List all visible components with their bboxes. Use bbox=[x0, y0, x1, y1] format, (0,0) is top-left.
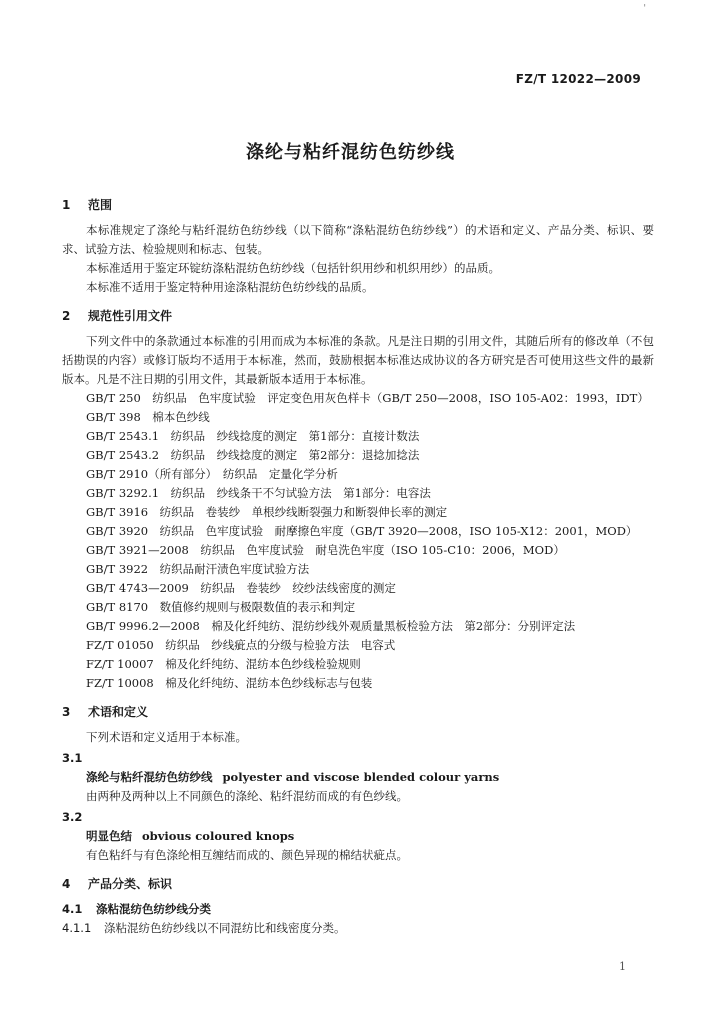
clause-4-1-1 bbox=[62, 919, 654, 938]
corner-mark: ' bbox=[643, 4, 646, 14]
section-title: 术语和定义 bbox=[88, 705, 149, 719]
section-number: 3 bbox=[62, 705, 71, 719]
section-title: 产品分类、标识 bbox=[88, 877, 173, 891]
section-3-heading bbox=[62, 703, 654, 722]
reference-item: GB/T 9996.2—2008 棉及化纤纯纺、混纺纱线外观质量黑板检验方法 第2部分：分别评定法 bbox=[86, 619, 576, 633]
reference-item: GB/T 398 棉本色纱线 bbox=[86, 410, 210, 424]
reference-item: GB/T 3292.1 纺织品 纱线条干不匀试验方法 第1部分：电容法 bbox=[86, 486, 431, 500]
reference-item: GB/T 3916 纺织品 卷装纱 单根纱线断裂强力和断裂伸长率的测定 bbox=[86, 505, 448, 519]
section-number: 4 bbox=[62, 877, 71, 891]
section-title: 范围 bbox=[88, 198, 113, 212]
section-2-intro: 下列文件中的条款通过本标准的引用而成为本标准的条款。凡是注日期的引用文件，其随后所有的修改单（不包括勘误的内容）或修订版均不适用于本标准，然而，鼓励根据本标准达成协议的各方研究是否可使用这些文件的最新版本。凡是不注日期的引用文件，其最新版本适用于本标准。 bbox=[62, 334, 654, 386]
page-number: 1 bbox=[619, 960, 626, 973]
reference-item: GB/T 3921—2008 纺织品 色牢度试验 耐皂洗色牢度（ISO 105-C10：2006，MOD） bbox=[86, 543, 565, 557]
reference-item: FZ/T 10008 棉及化纤纯纺、混纺本色纱线标志与包装 bbox=[86, 676, 373, 690]
subsection-number: 4.1 bbox=[62, 902, 83, 916]
subsection-4-1-heading bbox=[62, 900, 654, 919]
section-1-paragraph-3: 本标准不适用于鉴定特种用途涤粘混纺色纺纱线的品质。 bbox=[86, 280, 374, 294]
document-title: 涤纶与粘纤混纺色纺纱线 bbox=[246, 142, 455, 163]
term-name bbox=[62, 768, 654, 787]
reference-item: GB/T 2543.2 纺织品 纱线捻度的测定 第2部分：退捻加捻法 bbox=[86, 448, 420, 462]
clause-number: 4.1.1 bbox=[62, 921, 92, 935]
section-title: 规范性引用文件 bbox=[88, 309, 173, 323]
section-1-paragraph-1: 本标准规定了涤纶与粘纤混纺色纺纱线（以下简称“涤粘混纺色纺纱线”）的术语和定义、产品分类、标识、要求、试验方法、检验规则和标志、包装。 bbox=[62, 223, 654, 256]
term-number: 3.1 bbox=[62, 751, 83, 765]
section-2-heading bbox=[62, 307, 654, 326]
term-name-chinese: 明显色结 bbox=[86, 829, 132, 843]
section-3-intro: 下列术语和定义适用于本标准。 bbox=[86, 730, 247, 744]
clause-text: 涤粘混纺色纺纱线以不同混纺比和线密度分类。 bbox=[104, 921, 346, 935]
reference-item: GB/T 3922 纺织品耐汗渍色牢度试验方法 bbox=[86, 562, 310, 576]
term-number: 3.2 bbox=[62, 810, 83, 824]
reference-item: GB/T 8170 数值修约规则与极限数值的表示和判定 bbox=[86, 600, 356, 614]
reference-list bbox=[62, 389, 654, 693]
reference-item: GB/T 3920 纺织品 色牢度试验 耐摩擦色牢度（GB/T 3920—2008，ISO 105-X12：2001，MOD） bbox=[86, 524, 638, 538]
reference-item: FZ/T 01050 纺织品 纱线疵点的分级与检验方法 电容式 bbox=[86, 638, 396, 652]
section-1-heading bbox=[62, 196, 654, 215]
reference-item: GB/T 4743—2009 纺织品 卷装纱 绞纱法线密度的测定 bbox=[86, 581, 396, 595]
reference-item: GB/T 2910（所有部分） 纺织品 定量化学分析 bbox=[86, 467, 338, 481]
section-4-heading bbox=[62, 875, 654, 894]
document-body bbox=[62, 190, 654, 938]
term-definition: 由两种及两种以上不同颜色的涤纶、粘纤混纺而成的有色纱线。 bbox=[86, 789, 408, 803]
reference-item: FZ/T 10007 棉及化纤纯纺、混纺本色纱线检验规则 bbox=[86, 657, 361, 671]
reference-item: GB/T 250 纺织品 色牢度试验 评定变色用灰色样卡（GB/T 250—2008，ISO 105-A02：1993，IDT） bbox=[86, 391, 649, 405]
term-name-chinese: 涤纶与粘纤混纺色纺纱线 bbox=[86, 770, 213, 784]
section-1-paragraph-2: 本标准适用于鉴定环锭纺涤粘混纺色纺纱线（包括针织用纱和机织用纱）的品质。 bbox=[86, 261, 500, 275]
subsection-title: 涤粘混纺色纺纱线分类 bbox=[96, 902, 211, 916]
standard-code: FZ/T 12022—2009 bbox=[515, 72, 641, 86]
term-name-english: obvious coloured knops bbox=[142, 829, 295, 843]
term-name-english: polyester and viscose blended colour yarns bbox=[222, 770, 500, 784]
term-name bbox=[62, 827, 654, 846]
reference-item: GB/T 2543.1 纺织品 纱线捻度的测定 第1部分：直接计数法 bbox=[86, 429, 420, 443]
term-definition: 有色粘纤与有色涤纶相互缠结而成的、颜色异现的棉结状疵点。 bbox=[86, 848, 408, 862]
section-number: 1 bbox=[62, 198, 71, 212]
section-number: 2 bbox=[62, 309, 71, 323]
